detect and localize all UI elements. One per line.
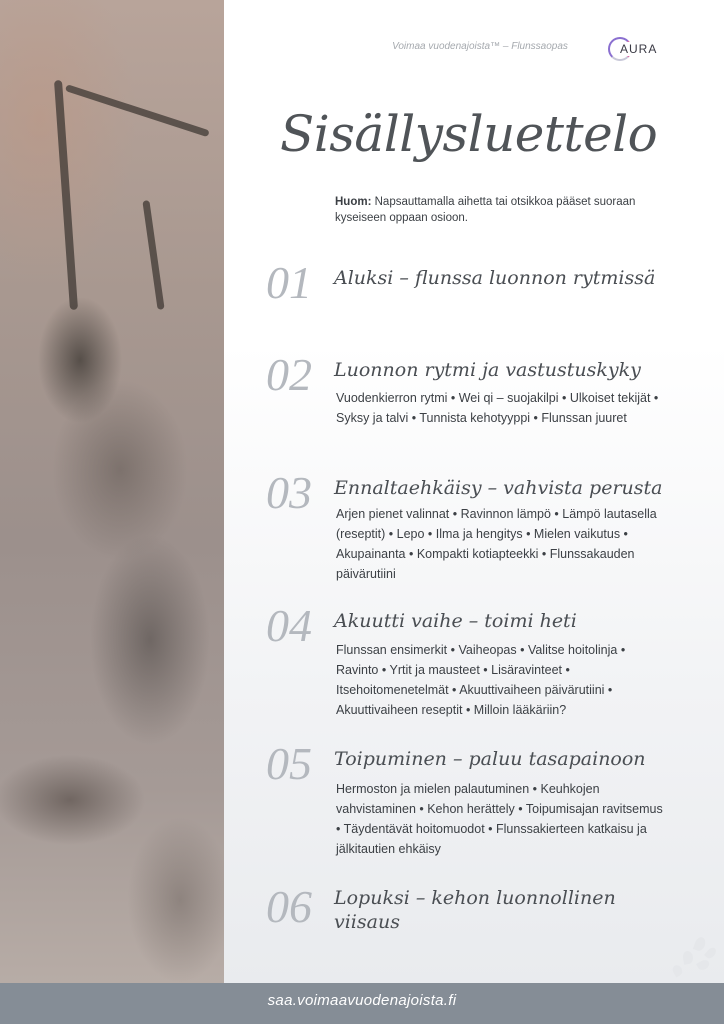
note: [335, 194, 665, 226]
section-topics[interactable]: Hermoston ja mielen palautuminen • Keuhkojen vahvistaminen • Kehon herättely • Toipumisajan ravitsemus • Täydentävät hoitomuodot • Flunssakierteen katkaisu ja jälkitautien ehkäisy: [336, 782, 663, 856]
section-topics[interactable]: Vuodenkierron rytmi • Wei qi – suojakilpi • Ulkoiset tekijät • Syksy ja talvi • Tunnista kehotyyppi • Flunssan juuret: [336, 391, 659, 425]
header-subtitle: Voimaa vuodenajoista™ – Flunssaopas: [392, 41, 568, 52]
section-title-link[interactable]: Akuutti vaihe – toimi heti: [334, 610, 577, 632]
section-title-link[interactable]: Aluksi – flunssa luonnon rytmissä: [334, 267, 656, 289]
section-topics[interactable]: Arjen pienet valinnat • Ravinnon lämpö • Lämpö lautasella (reseptit) • Lepo • Ilma ja hengitys • Mielen vaikutus • Akupainanta • Kompakti kotiapteekki • Flunssakauden päivärutiini: [336, 507, 657, 581]
leaf-decoration-icon: [655, 935, 720, 983]
footer-website-link[interactable]: saa.voimaavuodenajoista.fi: [267, 992, 457, 1009]
section-title-link[interactable]: Ennaltaehkäisy – vahvista perusta: [334, 477, 663, 499]
aura-logo: [608, 37, 670, 63]
page-title: Sisällysluettelo: [280, 105, 658, 163]
section-title-link[interactable]: Toipuminen – paluu tasapainoon: [334, 748, 646, 770]
section-number: 04: [266, 600, 312, 651]
section-topics[interactable]: Flunssan ensimerkit • Vaiheopas • Valitse hoitolinja • Ravinto • Yrtit ja mausteet • Lisäravinteet • Itsehoitomenetelmät • Akuuttivaiheen päivärutiini • Akuuttivaiheen reseptit • Milloin lääkäriin?: [336, 643, 626, 717]
cover-photo: [0, 0, 224, 983]
section-title-link[interactable]: Luonnon rytmi ja vastustuskyky: [334, 359, 641, 381]
section-number: 02: [266, 349, 312, 400]
note-text: Napsauttamalla aihetta tai otsikkoa pääset suoraan kyseiseen oppaan osioon.: [335, 196, 636, 224]
footer-bar: [0, 983, 724, 1024]
section-number: 05: [266, 738, 312, 789]
logo-text: AURA: [620, 42, 658, 56]
section-number: 06: [266, 881, 312, 932]
section-number: 03: [266, 467, 312, 518]
section-number: 01: [266, 257, 312, 308]
note-label: Huom:: [335, 196, 372, 208]
section-title-link[interactable]: Lopuksi – kehon luonnollinen viisaus: [334, 887, 616, 933]
